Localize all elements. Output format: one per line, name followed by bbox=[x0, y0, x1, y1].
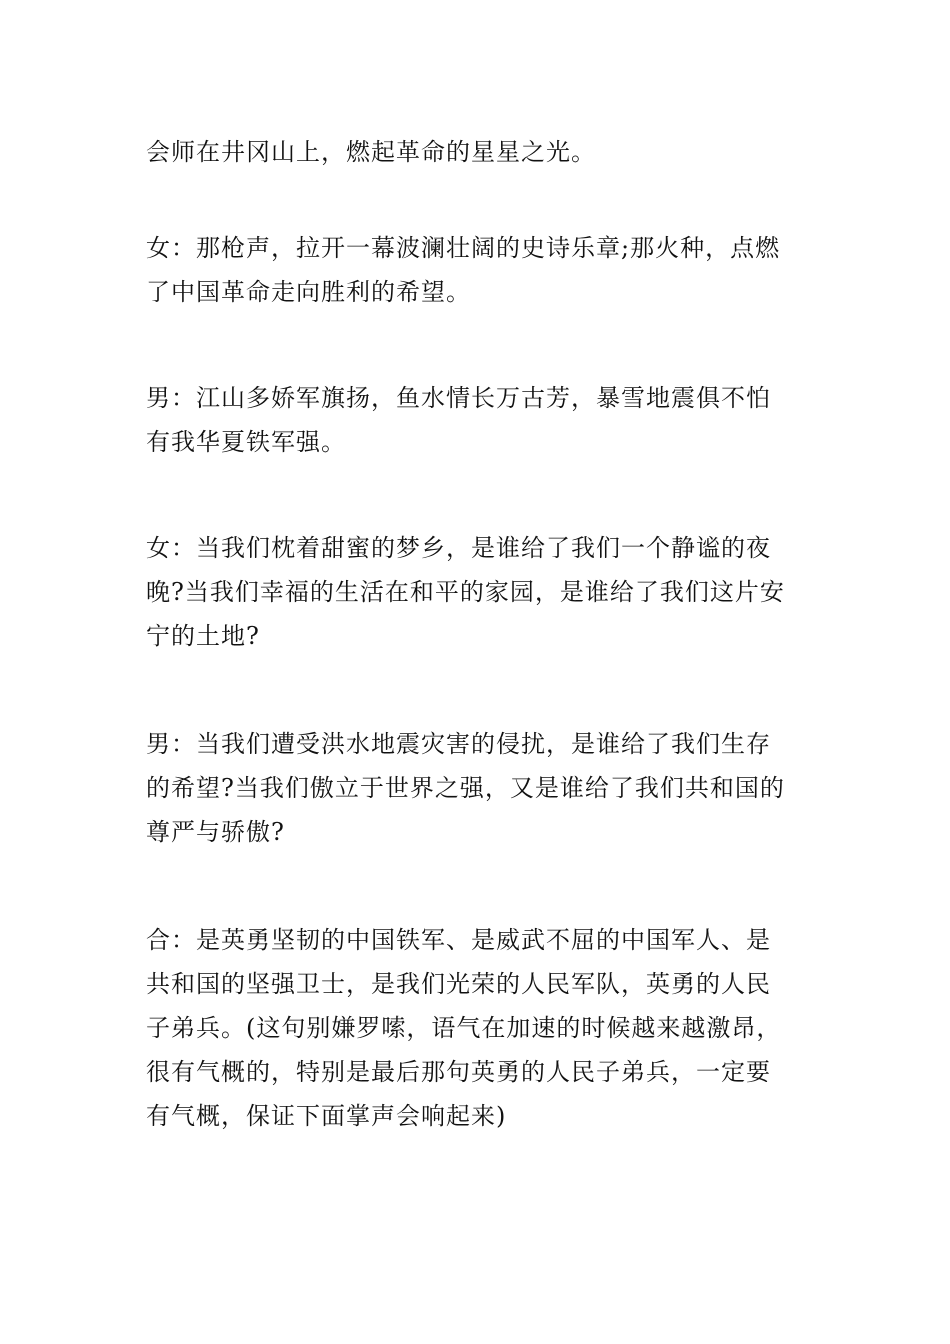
text-line: 男：江山多娇军旗扬，鱼水情长万古芳，暴雪地震俱不怕 bbox=[146, 384, 771, 412]
text-line: 会师在井冈山上，燃起革命的星星之光。 bbox=[146, 138, 596, 166]
paragraph-female-1 bbox=[146, 226, 810, 314]
text-line: 尊严与骄傲? bbox=[146, 818, 285, 846]
text-line: 共和国的坚强卫士，是我们光荣的人民军队，英勇的人民 bbox=[146, 970, 771, 998]
text-line: 男：当我们遭受洪水地震灾害的侵扰，是谁给了我们生存 bbox=[146, 730, 771, 758]
paragraph-chorus bbox=[146, 918, 810, 1138]
text-line: 有气概，保证下面掌声会响起来) bbox=[146, 1102, 507, 1130]
paragraph-male-1 bbox=[146, 376, 810, 464]
text-line: 有我华夏铁军强。 bbox=[146, 428, 346, 456]
text-line: 子弟兵。(这句别嫌罗嗦，语气在加速的时候越来越激昂， bbox=[146, 1014, 782, 1042]
text-line: 很有气概的，特别是最后那句英勇的人民子弟兵，一定要 bbox=[146, 1058, 771, 1086]
paragraph-female-2 bbox=[146, 526, 810, 658]
text-line: 合：是英勇坚韧的中国铁军、是威武不屈的中国军人、是 bbox=[146, 926, 771, 954]
text-line: 的希望?当我们傲立于世界之强，又是谁给了我们共和国的 bbox=[146, 774, 785, 802]
text-line: 女：当我们枕着甜蜜的梦乡，是谁给了我们一个静谧的夜 bbox=[146, 534, 771, 562]
paragraph-intro bbox=[146, 130, 810, 174]
text-line: 晚?当我们幸福的生活在和平的家园，是谁给了我们这片安 bbox=[146, 578, 785, 606]
text-line: 女：那枪声，拉开一幕波澜壮阔的史诗乐章;那火种，点燃 bbox=[146, 234, 781, 262]
paragraph-male-2 bbox=[146, 722, 810, 854]
text-line: 了中国革命走向胜利的希望。 bbox=[146, 278, 471, 306]
text-line: 宁的土地? bbox=[146, 622, 260, 650]
